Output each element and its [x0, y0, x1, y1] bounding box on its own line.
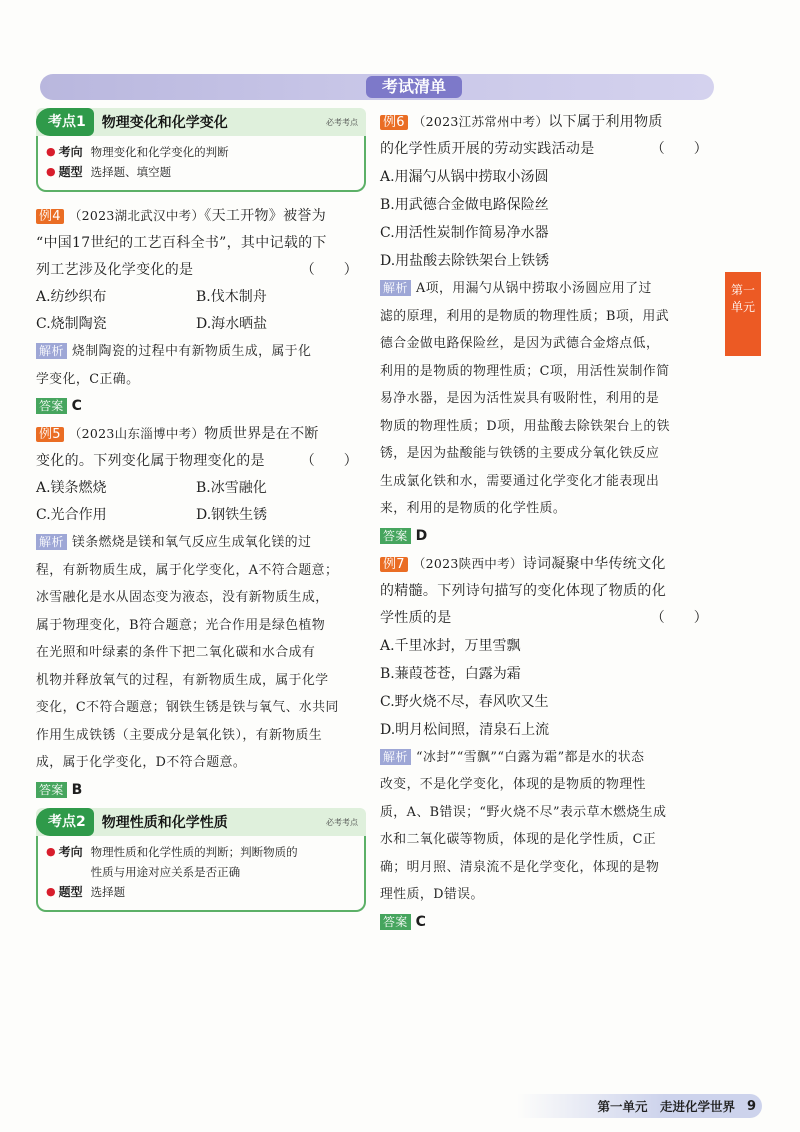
banner-title: 考试清单 [366, 76, 462, 98]
page-number: 9 [746, 1098, 756, 1114]
analysis-label: 解析 [36, 534, 67, 550]
answer-row [380, 909, 716, 936]
analysis-text: 生成氯化铁和水，需要通过化学变化才能表现出 [380, 473, 660, 489]
right-column [380, 108, 716, 936]
page-footer [517, 1094, 762, 1118]
answer-label: 答案 [36, 398, 67, 414]
answer-label: 答案 [36, 782, 67, 798]
analysis-text: 德合金做电路保险丝，是因为武德合金熔点低， [380, 336, 660, 351]
answer-label: 答案 [380, 914, 411, 930]
answer-value: D [415, 527, 428, 544]
kaodian2-header [36, 808, 366, 836]
option-a: A.千里冰封，万里雪飘 [380, 637, 521, 654]
answer-value: C [415, 913, 427, 930]
answer-blank: （ ） [650, 609, 708, 626]
question-text: 学性质的是 [380, 609, 452, 626]
footer-unit-title: 第一单元 走进化学世界 [597, 1099, 735, 1114]
analysis-text: 变化，C不符合题意；钢铁生锈是铁与氧气、水共同 [36, 700, 339, 715]
option-b: B.冰雪融化 [196, 480, 267, 496]
question-text: “中国17世纪的工艺百科全书”，其中记载的下 [36, 235, 327, 251]
option-b: B.伐木制舟 [196, 289, 267, 305]
kaodian2-box [36, 836, 366, 912]
section-banner [40, 74, 714, 100]
example-source: （2023陕西中考） [412, 555, 523, 571]
kaodian2-tixing [46, 882, 356, 902]
question-text: 以下属于利用物质 [548, 114, 663, 130]
kaoxiang-text: 物理性质和化学性质的判断；判断物质的 [90, 844, 298, 859]
analysis-text: 冰雪融化是水从固态变为液态，没有新物质生成， [36, 590, 329, 605]
option-c: C.光合作用 [36, 507, 107, 523]
bullet-icon: ● [46, 844, 56, 858]
analysis-text: 滤的原理，利用的是物质的物理性质；B项，用武 [380, 308, 670, 324]
bullet-icon: ● [46, 165, 56, 178]
analysis-label: 解析 [380, 749, 411, 765]
analysis-text: 质，A、B错误；“野火烧不尽”表示草木燃烧生成 [380, 804, 667, 820]
option-d: D.海水晒盐 [196, 316, 268, 332]
kaodian1-badge: 考点1 [36, 108, 94, 136]
analysis-text: A项，用漏勺从锅中捞取小汤圆应用了过 [416, 281, 652, 296]
analysis-text: 镁条燃烧是镁和氧气反应生成氧化镁的过 [72, 535, 312, 550]
unit-side-tab [725, 272, 761, 356]
answer-value: C [71, 398, 83, 414]
analysis-text: 确；明月照、清泉流不是化学变化，体现的是物 [380, 859, 660, 875]
question-text: 列工艺涉及化学变化的是 [36, 262, 194, 278]
option-d: D.用盐酸去除铁架台上铁锈 [380, 253, 550, 269]
analysis-label: 解析 [380, 280, 411, 296]
analysis-text: 作用生成铁锈（主要成分是氧化铁），有新物质生 [36, 727, 323, 743]
question-text: 的化学性质开展的劳动实践活动是 [380, 141, 595, 157]
option-c: C.用活性炭制作简易净水器 [380, 225, 549, 241]
example-7 [380, 550, 716, 936]
analysis-text: 锈，是因为盐酸能与铁锈的主要成分氧化铁反应 [380, 446, 660, 461]
tixing-text: 选择题、填空题 [90, 165, 172, 179]
option-a: A.用漏勺从锅中捞取小汤圆 [380, 169, 549, 185]
analysis-text: 机物并释放氧气的过程，有新物质生成，属于化学 [36, 672, 329, 688]
answer-blank: （ ） [300, 453, 358, 469]
analysis-text: 成，属于化学变化，D不符合题意。 [36, 755, 247, 770]
analysis-text: 改变，不是化学变化，体现的是物质的物理性 [380, 777, 646, 792]
analysis-text: 学变化，C正确。 [36, 371, 140, 387]
analysis-text: 来，利用的是物质的化学性质。 [380, 501, 567, 516]
question-text: 的精髓。下列诗句描写的变化体现了物质的化 [380, 582, 666, 599]
unit-tab-line1: 第一 [730, 283, 755, 297]
kaodian1-kaoxiang [46, 142, 356, 162]
analysis-text: 在光照和叶绿素的条件下把二氧化碳和水合成有 [36, 645, 316, 660]
kaoxiang-label: 考向 [58, 844, 83, 859]
option-b: B.用武德合金做电路保险丝 [380, 197, 549, 213]
kaodian1-tag: 必考考点 [326, 118, 358, 127]
bullet-icon: ● [46, 884, 56, 898]
answer-label: 答案 [380, 528, 411, 544]
tixing-label: 题型 [58, 884, 83, 899]
answer-row [36, 393, 366, 420]
option-d: D.钢铁生锈 [196, 507, 268, 523]
answer-row [380, 523, 716, 550]
answer-blank: （ ） [650, 141, 708, 157]
options-grid [36, 284, 366, 338]
answer-value: B [71, 781, 83, 798]
example-source: （2023湖北武汉中考） [68, 208, 205, 223]
analysis-label: 解析 [36, 343, 67, 359]
kaodian1-tixing [46, 162, 356, 182]
option-a: A.镁条燃烧 [36, 480, 107, 496]
answer-row [36, 777, 366, 804]
kaoxiang-text: 性质与用途对应关系是否正确 [90, 864, 241, 879]
option-a: A.纺纱织布 [36, 289, 107, 305]
example-label: 例6 [380, 115, 408, 130]
example-source: （2023江苏常州中考） [412, 114, 549, 129]
question-text: 诗词凝聚中华传统文化 [522, 555, 666, 572]
option-c: C.烧制陶瓷 [36, 316, 107, 332]
example-6 [380, 108, 716, 550]
option-c: C.野火烧不尽，春风吹又生 [380, 693, 549, 710]
analysis-text: 烧制陶瓷的过程中有新物质生成，属于化 [72, 344, 312, 359]
kaodian2-kaoxiang [46, 842, 356, 882]
kaodian2-title: 物理性质和化学性质 [101, 814, 228, 831]
example-label: 例4 [36, 209, 64, 224]
tixing-label: 题型 [58, 165, 83, 179]
analysis-text: 理性质，D错误。 [380, 887, 484, 902]
question-text: 变化的。下列变化属于物理变化的是 [36, 453, 265, 469]
example-source: （2023山东淄博中考） [68, 426, 205, 441]
question-text: 物质世界是在不断 [204, 426, 319, 442]
kaoxiang-text: 物理变化和化学变化的判断 [90, 145, 229, 159]
unit-tab-line2: 单元 [730, 300, 755, 314]
analysis-text: 程，有新物质生成，属于化学变化，A不符合题意； [36, 562, 339, 578]
kaodian1-box [36, 136, 366, 192]
kaodian1-header [36, 108, 366, 136]
kaoxiang-label: 考向 [58, 145, 83, 159]
kaodian2-badge: 考点2 [36, 808, 94, 836]
example-label: 例5 [36, 427, 64, 442]
analysis-text: 利用的是物质的物理性质；C项，用活性炭制作简 [380, 363, 670, 379]
options-grid [36, 475, 366, 529]
bullet-icon: ● [46, 145, 56, 158]
example-4 [36, 202, 366, 420]
tixing-text: 选择题 [90, 884, 126, 899]
analysis-text: “冰封”“雪飘”“白露为霜”都是水的状态 [416, 749, 645, 765]
option-d: D.明月松间照，清泉石上流 [380, 721, 550, 738]
analysis-text: 水和二氧化碳等物质，体现的是化学性质，C正 [380, 832, 657, 847]
question-text: 《天工开物》被誉为 [204, 208, 326, 224]
answer-blank: （ ） [300, 262, 358, 278]
kaodian2-tag: 必考考点 [326, 817, 358, 827]
left-column [36, 108, 366, 922]
kaodian1-title: 物理变化和化学变化 [101, 115, 228, 131]
analysis-text: 易净水器，是因为活性炭具有吸附性，利用的是 [380, 391, 660, 406]
example-label: 例7 [380, 557, 408, 572]
option-b: B.蒹葭苍苍，白露为霜 [380, 665, 521, 682]
analysis-text: 物质的物理性质；D项，用盐酸去除铁架台上的铁 [380, 418, 670, 434]
analysis-text: 属于物理变化，B符合题意；光合作用是绿色植物 [36, 617, 326, 633]
example-5 [36, 420, 366, 804]
